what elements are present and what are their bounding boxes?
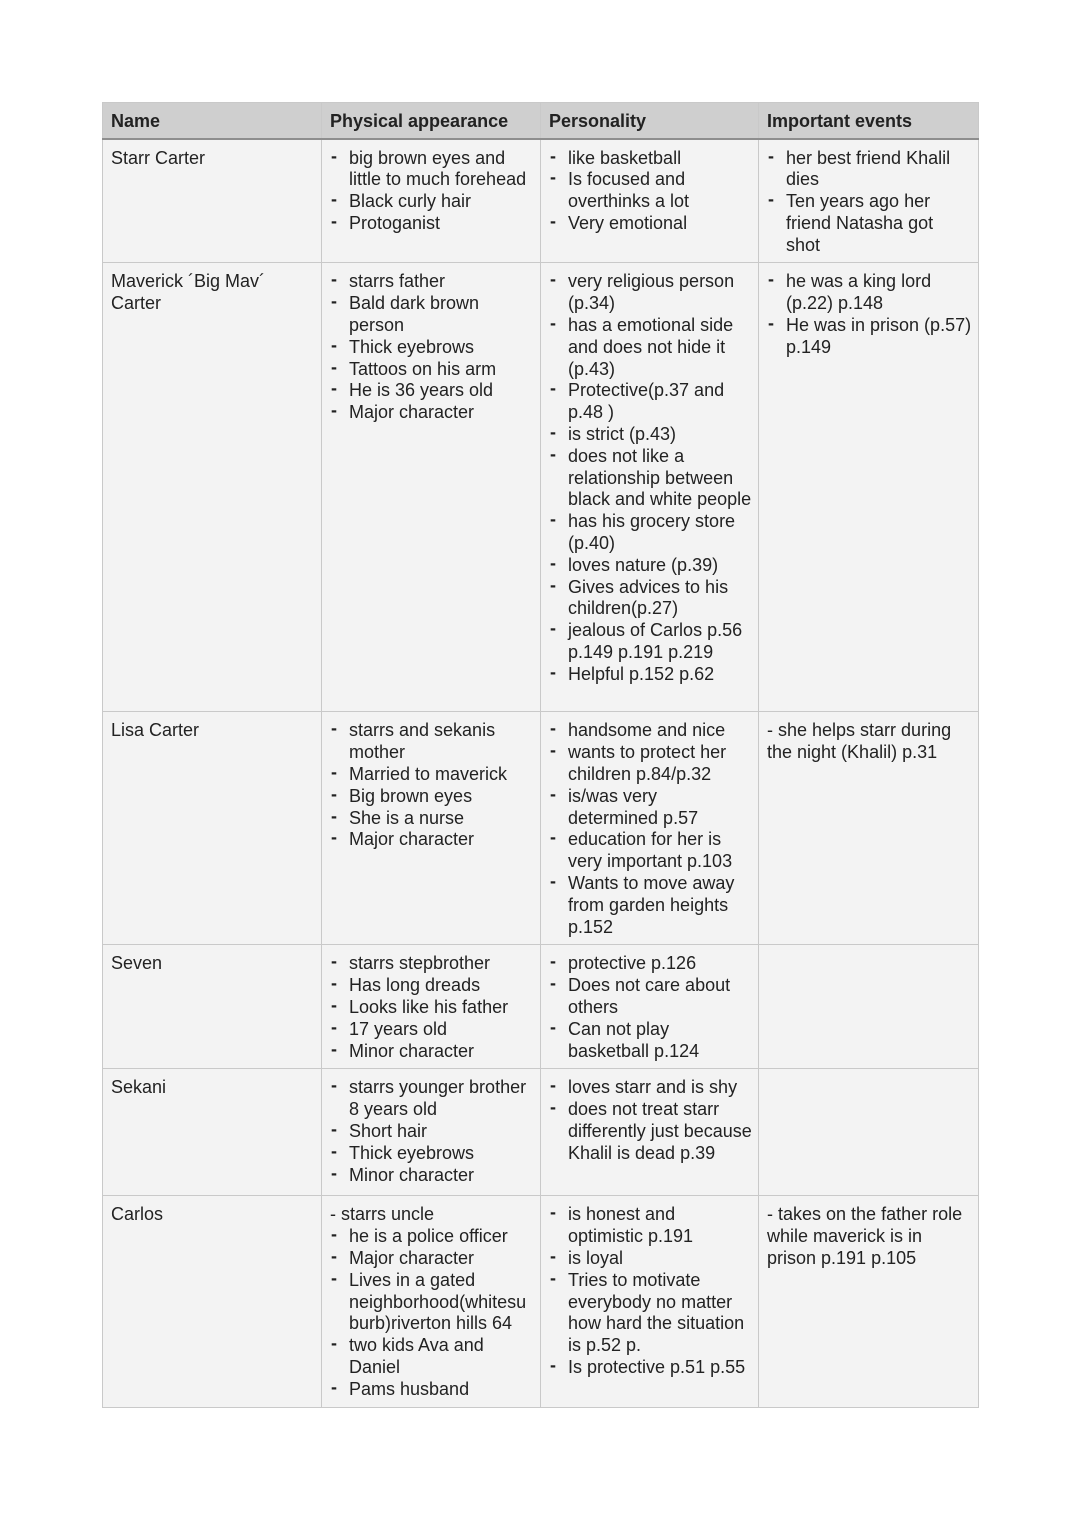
character-name: Maverick ´Big Mav´ Carter	[103, 263, 322, 712]
personality-list	[549, 148, 752, 235]
header-important-events: Important events	[759, 103, 979, 139]
list-item: - Wants to move away from garden heights p.152	[549, 873, 752, 938]
list-item: - Married to maverick	[330, 764, 534, 786]
list-item: - education for her is very important p.103	[549, 829, 752, 873]
personality-list	[549, 1204, 752, 1378]
list-item: - is honest and optimistic p.191	[549, 1204, 752, 1248]
list-item: - is loyal	[549, 1248, 752, 1270]
list-item: - big brown eyes and little to much forehead	[330, 148, 534, 192]
list-item: - wants to protect her children p.84/p.32	[549, 742, 752, 786]
list-item: - has a emotional side and does not hide it (p.43)	[549, 315, 752, 380]
header-physical-appearance: Physical appearance	[322, 103, 541, 139]
header-name: Name	[103, 103, 322, 139]
physical-appearance-cell	[322, 1196, 541, 1407]
list-item: - her best friend Khalil dies	[767, 148, 972, 192]
list-item: - is strict (p.43)	[549, 424, 752, 446]
list-item: - She is a nurse	[330, 808, 534, 830]
list-item: - Tries to motivate everybody no matter how hard the situation is p.52 p.	[549, 1270, 752, 1357]
list-item: - loves starr and is shy	[549, 1077, 752, 1099]
list-item: - Pams husband	[330, 1379, 534, 1401]
personality-cell	[541, 945, 759, 1069]
character-name: Carlos	[103, 1196, 322, 1407]
list-item: - Lives in a gated neighborhood(whitesu burb)riverton hills 64	[330, 1270, 534, 1335]
character-table	[102, 102, 979, 1408]
list-item: - protective p.126	[549, 953, 752, 975]
list-item: - handsome and nice	[549, 720, 752, 742]
important-events-cell: - she helps starr during the night (Khalil) p.31	[759, 712, 979, 945]
table-row	[103, 1196, 979, 1407]
list-item: - very religious person (p.34)	[549, 271, 752, 315]
list-item: - Major character	[330, 1248, 534, 1270]
list-item: - Helpful p.152 p.62	[549, 664, 752, 686]
list-item: - is/was very determined p.57	[549, 786, 752, 830]
header-personality: Personality	[541, 103, 759, 139]
header-row	[103, 103, 979, 139]
list-item: - He is 36 years old	[330, 380, 534, 402]
important-events-cell	[759, 945, 979, 1069]
list-item: - Can not play basketball p.124	[549, 1019, 752, 1063]
list-item: - he is a police officer	[330, 1226, 534, 1248]
character-name: Seven	[103, 945, 322, 1069]
important-events-cell: - takes on the father role while maverick is in prison p.191 p.105	[759, 1196, 979, 1407]
list-item: - Tattoos on his arm	[330, 359, 534, 381]
personality-cell	[541, 139, 759, 263]
list-item: - Very emotional	[549, 213, 752, 235]
physical-appearance-cell	[322, 945, 541, 1069]
list-item: - like basketball	[549, 148, 752, 170]
list-item: - 17 years old	[330, 1019, 534, 1041]
list-item: - Ten years ago her friend Natasha got shot	[767, 191, 972, 256]
list-item: - two kids Ava and Daniel	[330, 1335, 534, 1379]
list-item: - starrs uncle	[330, 1204, 435, 1225]
list-item: - does not treat starr differently just because Khalil is dead p.39	[549, 1099, 752, 1164]
important-events-cell	[759, 139, 979, 263]
list-item: - Is focused and overthinks a lot	[549, 169, 752, 213]
list-item: - does not like a relationship between black and white people	[549, 446, 752, 511]
list-item: - Bald dark brown person	[330, 293, 534, 337]
physical-appearance-cell	[322, 263, 541, 712]
personality-list	[549, 1077, 752, 1164]
important-events-cell	[759, 1069, 979, 1196]
list-item: - Minor character	[330, 1165, 534, 1187]
character-name: Lisa Carter	[103, 712, 322, 945]
list-item: - Is protective p.51 p.55	[549, 1357, 752, 1379]
list-item: - Thick eyebrows	[330, 337, 534, 359]
character-name: Starr Carter	[103, 139, 322, 263]
list-item: - loves nature (p.39)	[549, 555, 752, 577]
physical-list	[330, 271, 534, 424]
table-row	[103, 139, 979, 263]
personality-cell	[541, 263, 759, 712]
list-item: - Gives advices to his children(p.27)	[549, 577, 752, 621]
table-row	[103, 945, 979, 1069]
table-row	[103, 712, 979, 945]
list-item: - starrs and sekanis mother	[330, 720, 534, 764]
list-item: - Protoganist	[330, 213, 534, 235]
physical-list	[330, 953, 534, 1062]
character-name: Sekani	[103, 1069, 322, 1196]
list-item: - Black curly hair	[330, 191, 534, 213]
important-events-cell	[759, 263, 979, 712]
list-item: - Major character	[330, 402, 534, 424]
personality-list	[549, 720, 752, 938]
personality-cell	[541, 1069, 759, 1196]
physical-appearance-cell	[322, 712, 541, 945]
personality-cell	[541, 712, 759, 945]
list-item: - Looks like his father	[330, 997, 534, 1019]
list-item: - has his grocery store (p.40)	[549, 511, 752, 555]
list-item: - starrs father	[330, 271, 534, 293]
personality-list	[549, 271, 752, 685]
list-item: - Major character	[330, 829, 534, 851]
table-row	[103, 263, 979, 712]
personality-list	[549, 953, 752, 1062]
physical-list	[330, 148, 534, 235]
physical-appearance-cell	[322, 1069, 541, 1196]
list-item: - he was a king lord (p.22) p.148	[767, 271, 972, 315]
personality-cell	[541, 1196, 759, 1407]
list-item: - Does not care about others	[549, 975, 752, 1019]
table-header	[103, 103, 979, 139]
list-item: - Short hair	[330, 1121, 534, 1143]
list-item: - Thick eyebrows	[330, 1143, 534, 1165]
physical-list	[330, 1077, 534, 1186]
list-item: - He was in prison (p.57) p.149	[767, 315, 972, 359]
list-item: - Big brown eyes	[330, 786, 534, 808]
events-list	[767, 271, 972, 358]
events-list	[767, 148, 972, 257]
table-body	[103, 139, 979, 1408]
list-item: - jealous of Carlos p.56 p.149 p.191 p.219	[549, 620, 752, 664]
list-item: - starrs younger brother 8 years old	[330, 1077, 534, 1121]
list-item: - Protective(p.37 and p.48 )	[549, 380, 752, 424]
physical-appearance-cell	[322, 139, 541, 263]
list-item: - starrs stepbrother	[330, 953, 534, 975]
list-item: - Minor character	[330, 1041, 534, 1063]
physical-list	[330, 720, 534, 851]
list-item: - Has long dreads	[330, 975, 534, 997]
physical-list	[330, 1204, 534, 1400]
table-row	[103, 1069, 979, 1196]
